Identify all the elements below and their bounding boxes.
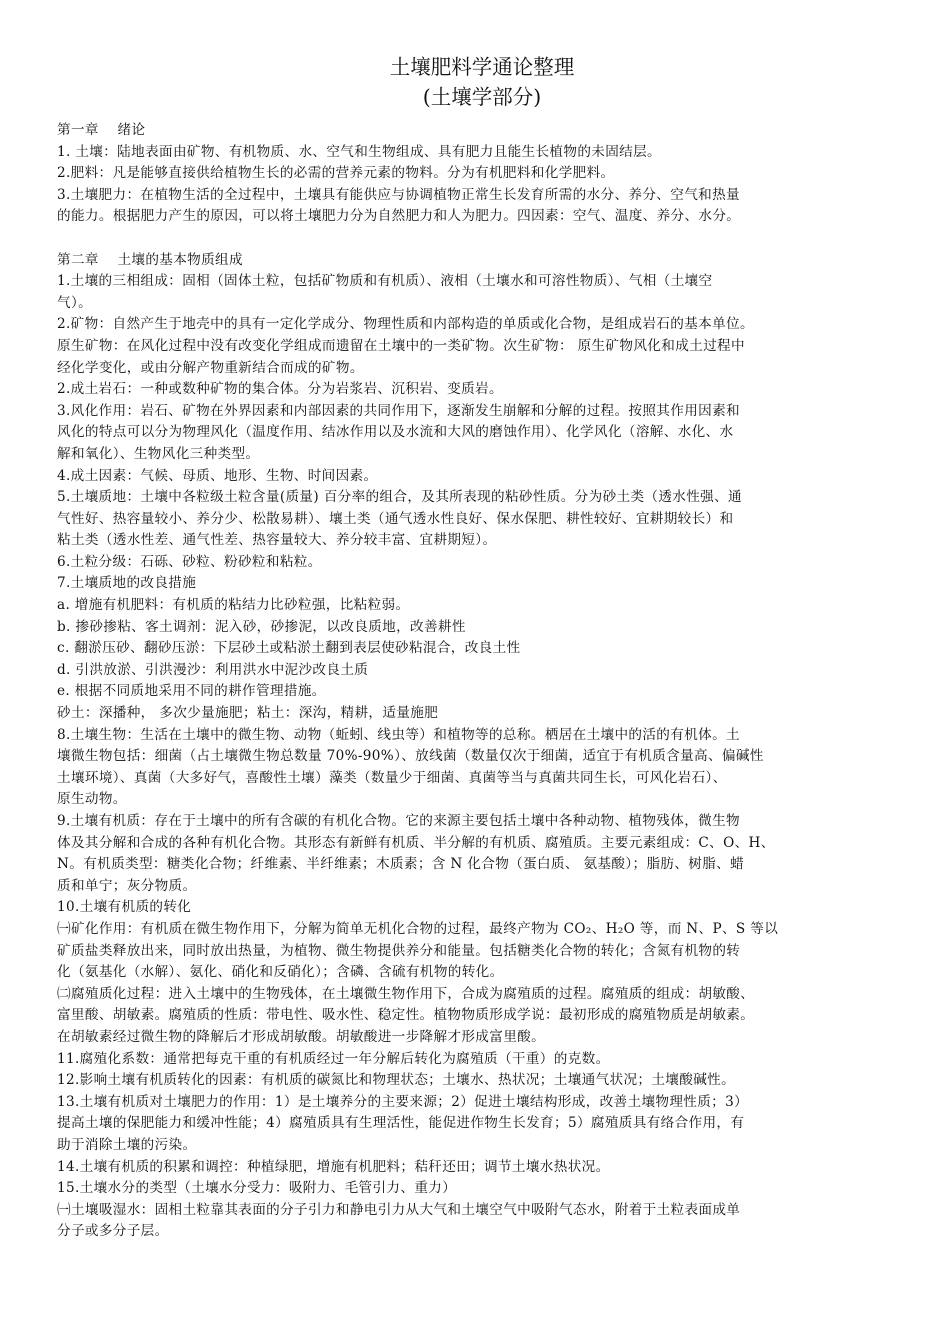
text-line: 气）。 xyxy=(57,294,93,311)
text-line: 5.土壤质地：土壤中各粒级土粒含量(质量) 百分率的组合，及其所表现的粘砂性质。分为砂土类（透水性强、通 xyxy=(57,489,742,506)
text-line: 原生动物。 xyxy=(57,791,127,808)
text-line: 土壤环境）、真菌（大多好气，喜酸性土壤）藻类（数量少于细菌、真菌等当与真菌共同生长，可风化岩石）、 xyxy=(57,769,727,786)
text-line: N。有机质类型：糖类化合物；纤维素、半纤维素；木质素；含 N 化合物（蛋白质、 氨基酸）；脂肪、树脂、蜡 xyxy=(57,856,745,873)
chapter-2-body xyxy=(57,271,907,1243)
text-line: 4.成土因素：气候、母质、地形、生物、时间因素。 xyxy=(57,467,378,484)
document-title: 土壤肥料学通论整理 xyxy=(389,55,575,79)
text-line: d. 引洪放淤、引洪漫沙：利用洪水中泥沙改良土质 xyxy=(57,661,369,678)
text-line: ㈠土壤吸湿水：固相土粒靠其表面的分子引力和静电引力从大气和土壤空气中吸附气态水，附着于土粒表面成单 xyxy=(57,1201,741,1218)
text-line: 6.土粒分级：石砾、砂粒、粉砂粒和粘粒。 xyxy=(57,553,322,570)
text-line: 在胡敏素经过微生物的降解后才形成胡敏酸。胡敏酸进一步降解才形成富里酸。 xyxy=(57,1028,546,1045)
text-line: 原生矿物：在风化过程中没有改变化学组成而遗留在土壤中的一类矿物。次生矿物： 原生矿物风化和成土过程中 xyxy=(57,337,745,354)
chapter-1-heading: 第一章 绪论 xyxy=(57,122,146,138)
chapter-gap xyxy=(57,228,907,250)
text-line: 3.土壤肥力：在植物生活的全过程中，土壤具有能供应与协调植物正常生长发育所需的水分、养分、空气和热量 xyxy=(57,186,740,203)
text-line: 1. 土壤：陆地表面由矿物、有机物质、水、空气和生物组成、具有肥力且能生长植物的未固结层。 xyxy=(57,143,661,160)
text-line: 砂土：深播种， 多次少量施肥；粘土：深沟，精耕，适量施肥 xyxy=(57,705,439,722)
text-line: c. 翻淤压砂、翻砂压淤：下层砂土或粘淤土翻到表层使砂粘混合，改良土性 xyxy=(57,640,521,657)
text-line: 风化的特点可以分为物理风化（温度作用、结冰作用以及水流和大风的磨蚀作用）、化学风化（溶解、水化、水 xyxy=(57,424,734,441)
text-line: 14.土壤有机质的积累和调控：种植绿肥，增施有机肥料；秸秆还田；调节土壤水热状况。 xyxy=(57,1158,610,1175)
text-line: 3.风化作用：岩石、矿物在外界因素和内部因素的共同作用下，逐渐发生崩解和分解的过程。按照其作用因素和 xyxy=(57,402,740,419)
text-line: 8.土壤生物：生活在土壤中的微生物、动物（蚯蚓、线虫等）和植物等的总称。栖居在土壤中的活的有机体。土 xyxy=(57,726,740,743)
chapter-2 xyxy=(57,250,907,1243)
text-line: 化（氨基化（水解）、氨化、硝化和反硝化）；含磷、含硫有机物的转化。 xyxy=(57,964,504,981)
chapter-1 xyxy=(57,120,907,228)
chapter-1-body xyxy=(57,142,907,228)
text-line: 壤微生物包括：细菌（占土壤微生物总数量 70%-90%）、放线菌（数量仅次于细菌，适宜于有机质含量高、偏碱性 xyxy=(57,748,764,765)
text-line: 提高土壤的保肥能力和缓冲性能；4）腐殖质具有生理活性，能促进作物生长发育；5）腐殖质具有络合作用，有 xyxy=(57,1115,745,1132)
text-line: 15.土壤水分的类型（土壤水分受力：吸附力、毛管引力、重力） xyxy=(57,1180,457,1197)
text-line: ㈡腐殖质化过程：进入土壤中的生物残体，在土壤微生物作用下，合成为腐殖质的过程。腐殖质的组成：胡敏酸、 xyxy=(57,985,755,1002)
text-line: 9.土壤有机质：存在于土壤中的所有含碳的有机化合物。它的来源主要包括土壤中各种动物、植物残体，微生物 xyxy=(57,813,740,829)
text-line: 矿质盐类释放出来，同时放出热量，为植物、微生物提供养分和能量。包括糖类化合物的转化；含氮有机物的转 xyxy=(57,942,741,959)
text-line: 13.土壤有机质对土壤肥力的作用：1）是土壤养分的主要来源；2）促进土壤结构形成，改善土壤物理性质；3） xyxy=(57,1093,749,1110)
text-line: 2.矿物：自然产生于地壳中的具有一定化学成分、物理性质和内部构造的单质或化合物，是组成岩石的基本单位。 xyxy=(57,316,754,333)
text-line: 经化学变化，或由分解产物重新结合而成的矿物。 xyxy=(57,359,364,376)
text-line: 体及其分解和合成的各种有机化合物。其形态有新鲜有机质、半分解的有机质、腐殖质。主要元素组成：C、O、H、 xyxy=(57,834,775,851)
text-line: 10.土壤有机质的转化 xyxy=(57,899,192,916)
text-line: 2.肥料：凡是能够直接供给植物生长的必需的营养元素的物料。分为有机肥料和化学肥料。 xyxy=(57,165,615,182)
text-line: ㈠矿化作用：有机质在微生物作用下，分解为简单无机化合物的过程，最终产物为 CO₂、H₂O 等，而 N、P、S 等以 xyxy=(57,920,779,937)
document-subtitle: (土壤学部分) xyxy=(422,85,542,109)
text-line: 1.土壤的三相组成：固相（固体土粒，包括矿物质和有机质）、液相（土壤水和可溶性物质）、气相（土壤空 xyxy=(57,273,713,290)
text-line: 11.腐殖化系数：通常把每克干重的有机质经过一年分解后转化为腐殖质（干重）的克数。 xyxy=(57,1050,610,1067)
text-line: 12.影响土壤有机质转化的因素：有机质的碳氮比和物理状态；土壤水、热状况；土壤通气状况；土壤酸碱性。 xyxy=(57,1072,736,1089)
text-line: 7.土壤质地的改良措施 xyxy=(57,575,197,592)
document-page xyxy=(57,52,907,1243)
text-line: 2.成土岩石：一种或数种矿物的集合体。分为岩浆岩、沉积岩、变质岩。 xyxy=(57,381,503,398)
text-line: 粘土类（透水性差、通气性差、热容量较大、养分较丰富、宜耕期短）。 xyxy=(57,532,497,549)
chapter-2-heading: 第二章 土壤的基本物质组成 xyxy=(57,251,243,268)
text-line: 助于消除土壤的污染。 xyxy=(57,1136,197,1153)
text-line: 气性好、热容量较小、养分少、松散易耕）、壤土类（通气透水性良好、保水保肥、耕性较好、宜耕期较长）和 xyxy=(57,510,734,527)
text-line: 富里酸、胡敏素。腐殖质的性质：带电性、吸水性、稳定性。植物物质形成学说：最初形成的腐殖物质是胡敏素。 xyxy=(57,1007,755,1024)
text-line: 的能力。根据肥力产生的原因，可以将土壤肥力分为自然肥力和人为肥力。四因素：空气、温度、养分、水分。 xyxy=(57,208,741,225)
text-line: e. 根据不同质地采用不同的耕作管理措施。 xyxy=(57,683,326,700)
text-line: 分子或多分子层。 xyxy=(57,1223,169,1240)
text-line: 质和单宁；灰分物质。 xyxy=(57,877,197,894)
text-line: 解和氧化）、生物风化三种类型。 xyxy=(57,445,260,462)
text-line: b. 掺砂掺粘、客土调剂：泥入砂，砂掺泥，以改良质地，改善耕性 xyxy=(57,618,466,635)
text-line: a. 增施有机肥料：有机质的粘结力比砂粒强，比粘粒弱。 xyxy=(57,597,410,614)
